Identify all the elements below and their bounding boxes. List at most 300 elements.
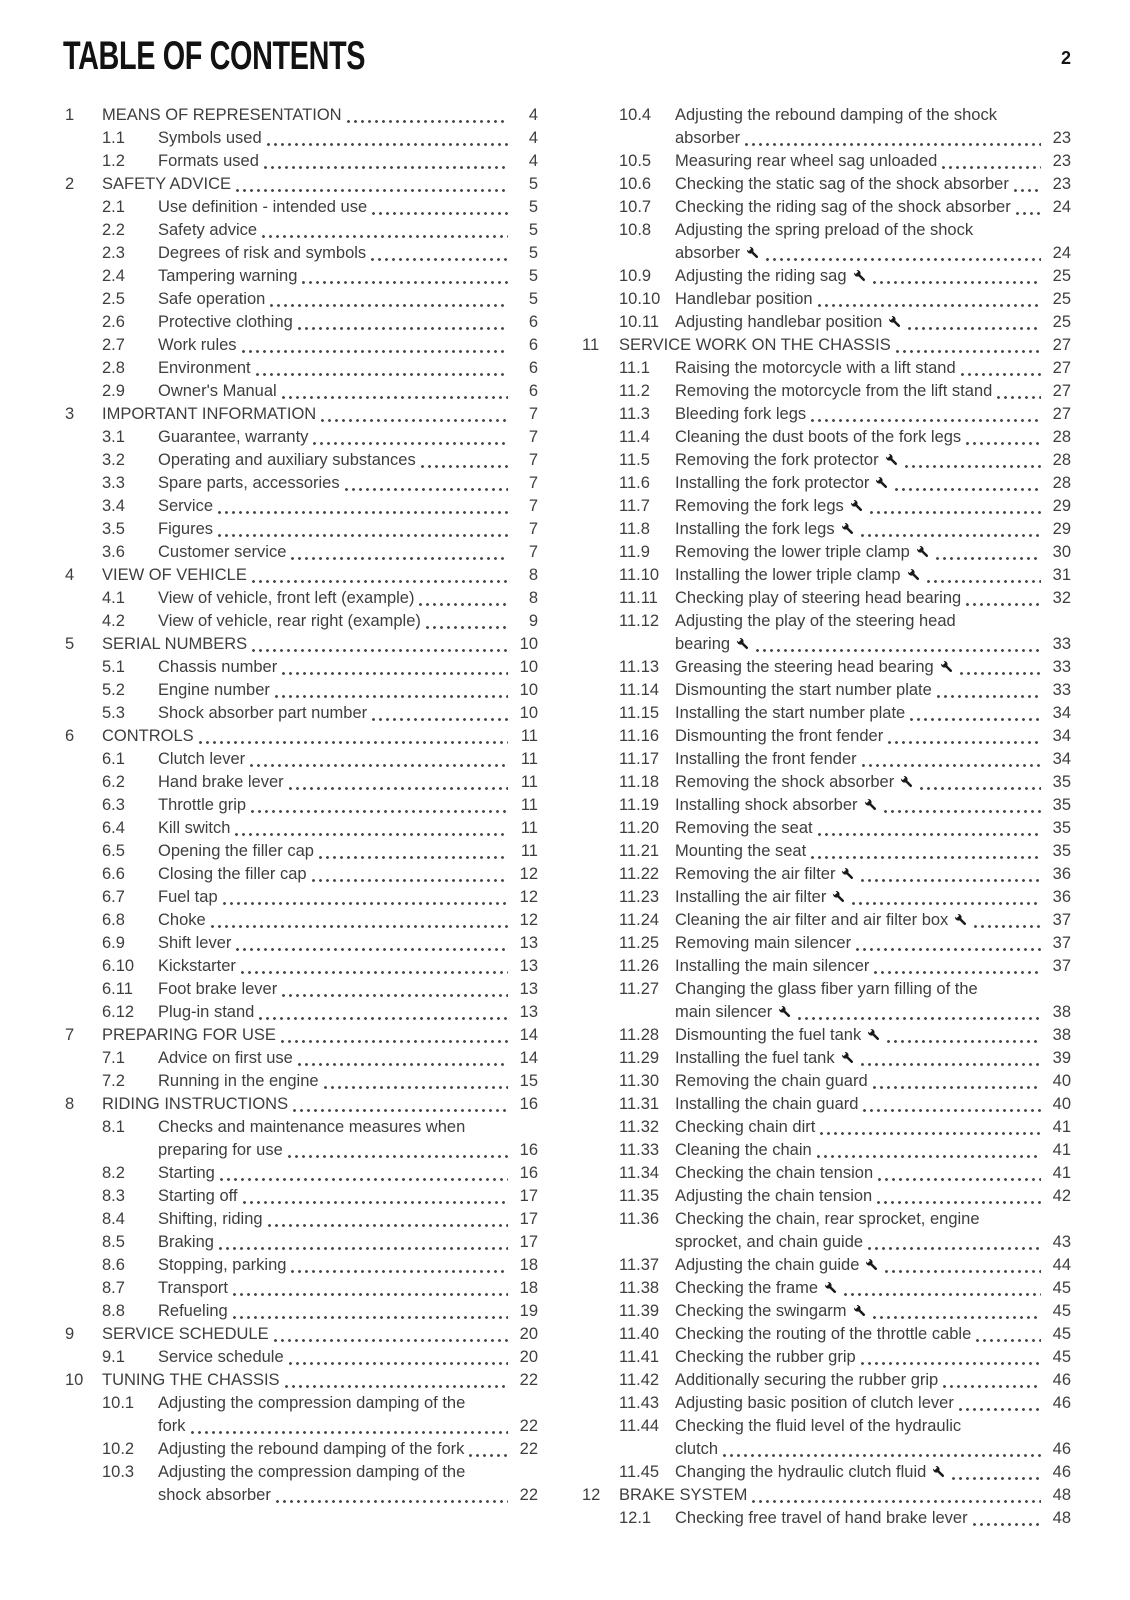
toc-entry bbox=[65, 127, 538, 150]
toc-entry-body bbox=[675, 150, 1071, 173]
toc-entry-number: 11.11 bbox=[619, 589, 658, 607]
dotted-leader bbox=[282, 994, 508, 997]
toc-entry-title: SAFETY ADVICE bbox=[102, 175, 231, 193]
wrench-icon bbox=[887, 314, 902, 329]
toc-entry-line bbox=[158, 426, 538, 449]
toc-entry-line bbox=[158, 794, 538, 817]
toc-entry-title: Kill switch bbox=[158, 819, 231, 837]
toc-entry-body bbox=[675, 794, 1071, 817]
toc-entry bbox=[582, 1070, 1071, 1093]
toc-entry-page-ref: 7 bbox=[528, 428, 538, 446]
wrench-icon bbox=[931, 1464, 946, 1479]
toc-entry-title: Checking the fluid level of the hydraulic bbox=[675, 1417, 962, 1435]
toc-entry bbox=[582, 403, 1071, 426]
toc-entry-body bbox=[675, 1070, 1071, 1093]
toc-entry-page-ref: 46 bbox=[1052, 1440, 1071, 1458]
toc-entry-title: Customer service bbox=[158, 543, 287, 561]
toc-entry-number: 1.2 bbox=[102, 152, 125, 170]
toc-entry-body bbox=[675, 403, 1071, 426]
toc-entry-title: Checking the rubber grip bbox=[675, 1348, 856, 1366]
toc-entry-title: Owner's Manual bbox=[158, 382, 277, 400]
toc-entry-body bbox=[102, 1323, 538, 1346]
toc-entry-title: Symbols used bbox=[158, 129, 262, 147]
dotted-leader bbox=[288, 1155, 508, 1158]
toc-entry-title: Adjusting the riding sag bbox=[675, 265, 868, 288]
toc-entry-title: Installing the main silencer bbox=[675, 957, 870, 975]
dotted-leader bbox=[997, 396, 1041, 399]
toc-entry-title: Checking free travel of hand brake lever bbox=[675, 1509, 968, 1527]
toc-entry bbox=[65, 1369, 538, 1392]
toc-entry-body bbox=[675, 1093, 1071, 1116]
toc-entry bbox=[582, 219, 1071, 265]
toc-entry-body bbox=[675, 1300, 1071, 1323]
toc-entry-line bbox=[675, 1346, 1071, 1369]
dotted-leader bbox=[862, 764, 1041, 767]
dotted-leader bbox=[251, 810, 508, 813]
toc-entry-line bbox=[158, 1070, 538, 1093]
toc-entry bbox=[65, 1185, 538, 1208]
toc-entry bbox=[65, 449, 538, 472]
toc-entry-number: 11.23 bbox=[619, 888, 660, 906]
toc-entry bbox=[582, 495, 1071, 518]
toc-entry-body bbox=[675, 1507, 1071, 1530]
toc-entry-number: 6.4 bbox=[102, 819, 125, 837]
toc-entry-page-ref: 17 bbox=[519, 1233, 538, 1251]
toc-entry bbox=[65, 403, 538, 426]
toc-entry bbox=[65, 909, 538, 932]
toc-entry-line bbox=[158, 679, 538, 702]
toc-entry bbox=[65, 1277, 538, 1300]
dotted-leader bbox=[282, 672, 508, 675]
toc-entry-line bbox=[158, 1277, 538, 1300]
toc-entry-line bbox=[158, 1139, 538, 1162]
toc-entry-page-ref: 8 bbox=[528, 566, 538, 584]
toc-entry-page-ref: 11 bbox=[520, 796, 538, 814]
toc-entry-line bbox=[158, 357, 538, 380]
toc-entry-page-ref: 35 bbox=[1052, 819, 1071, 837]
toc-entry-line bbox=[675, 1185, 1071, 1208]
toc-entry-body bbox=[675, 587, 1071, 610]
toc-entry-body bbox=[675, 1139, 1071, 1162]
toc-entry-line bbox=[158, 1438, 538, 1461]
toc-entry-page-ref: 4 bbox=[528, 152, 538, 170]
toc-entry-line bbox=[675, 1139, 1071, 1162]
toc-entry-number: 7.2 bbox=[102, 1072, 125, 1090]
toc-entry-number: 11.33 bbox=[619, 1141, 660, 1159]
toc-entry-line bbox=[158, 909, 538, 932]
toc-entry-number: 11.36 bbox=[619, 1210, 660, 1228]
toc-entry-body bbox=[158, 1392, 538, 1438]
dotted-leader bbox=[943, 1385, 1041, 1388]
toc-entry-line bbox=[158, 1415, 538, 1438]
toc-entry-page-ref: 38 bbox=[1052, 1003, 1071, 1021]
dotted-leader bbox=[262, 235, 508, 238]
toc-entry-number: 5.1 bbox=[102, 658, 125, 676]
wrench-icon bbox=[777, 1004, 792, 1019]
dotted-leader bbox=[936, 557, 1041, 560]
toc-entry-line bbox=[158, 380, 538, 403]
toc-entry-line bbox=[675, 656, 1071, 679]
toc-entry-body bbox=[675, 357, 1071, 380]
toc-entry-body bbox=[158, 357, 538, 380]
dotted-leader bbox=[285, 1385, 508, 1388]
toc-entry-line bbox=[675, 1070, 1071, 1093]
toc-entry bbox=[65, 656, 538, 679]
toc-entry-title: Installing the lower triple clamp bbox=[675, 564, 922, 587]
toc-entry-title: Cleaning the chain bbox=[675, 1141, 812, 1159]
toc-entry-number: 8.7 bbox=[102, 1279, 125, 1297]
toc-entry-page-ref: 40 bbox=[1052, 1072, 1071, 1090]
toc-entry-page-ref: 24 bbox=[1052, 198, 1071, 216]
toc-entry-body bbox=[158, 1438, 538, 1461]
toc-entry bbox=[65, 173, 538, 196]
toc-entry-line bbox=[158, 840, 538, 863]
toc-entry bbox=[582, 518, 1071, 541]
wrench-icon bbox=[939, 659, 954, 674]
toc-entry-body bbox=[675, 495, 1071, 518]
toc-entry-line bbox=[675, 955, 1071, 978]
toc-entry-page-ref: 42 bbox=[1052, 1187, 1071, 1205]
toc-entry-title: Shock absorber part number bbox=[158, 704, 368, 722]
toc-entry-page-ref: 10 bbox=[519, 681, 538, 699]
toc-entry-page-ref: 34 bbox=[1052, 727, 1071, 745]
toc-entry-title: Adjusting the rebound damping of the shock bbox=[675, 106, 997, 124]
toc-entry-title: Spare parts, accessories bbox=[158, 474, 340, 492]
toc-entry-body bbox=[158, 1047, 538, 1070]
toc-entry-line bbox=[675, 1392, 1071, 1415]
toc-entry bbox=[65, 748, 538, 771]
toc-entry-title: Checking the routing of the throttle cable bbox=[675, 1325, 972, 1343]
toc-entry-page-ref: 10 bbox=[519, 704, 538, 722]
wrench-icon bbox=[953, 912, 968, 927]
dotted-leader bbox=[868, 1247, 1041, 1250]
toc-entry-line bbox=[158, 1162, 538, 1185]
toc-entry bbox=[65, 725, 538, 748]
toc-entry bbox=[582, 196, 1071, 219]
toc-entry-page-ref: 28 bbox=[1052, 428, 1071, 446]
toc-entry-title: IMPORTANT INFORMATION bbox=[102, 405, 317, 423]
toc-entry-title: Service bbox=[158, 497, 214, 515]
dotted-leader bbox=[756, 649, 1041, 652]
toc-entry-body bbox=[158, 748, 538, 771]
dotted-leader bbox=[419, 603, 508, 606]
toc-entry-body bbox=[675, 909, 1071, 932]
toc-entry-line bbox=[158, 1208, 538, 1231]
dotted-leader bbox=[312, 879, 508, 882]
toc-entry-body bbox=[158, 1070, 538, 1093]
toc-entry-body bbox=[619, 334, 1071, 357]
toc-entry-number: 2.5 bbox=[102, 290, 125, 308]
toc-entry-body bbox=[675, 817, 1071, 840]
dotted-leader bbox=[852, 902, 1041, 905]
toc-entry-number: 6.7 bbox=[102, 888, 125, 906]
toc-entry-title: Degrees of risk and symbols bbox=[158, 244, 367, 262]
toc-entry-line bbox=[675, 403, 1071, 426]
toc-entry-body bbox=[675, 518, 1071, 541]
toc-entry-title: SERVICE SCHEDULE bbox=[102, 1325, 269, 1343]
dotted-leader bbox=[319, 856, 508, 859]
toc-entry bbox=[65, 1346, 538, 1369]
toc-entry bbox=[582, 380, 1071, 403]
toc-entry-page-ref: 22 bbox=[519, 1486, 538, 1504]
toc-entry-page-ref: 25 bbox=[1052, 313, 1071, 331]
toc-entry-number: 11.5 bbox=[619, 451, 650, 469]
dotted-leader bbox=[884, 810, 1041, 813]
toc-entry-number: 11.4 bbox=[619, 428, 650, 446]
toc-entry-line bbox=[675, 863, 1071, 886]
toc-entry bbox=[65, 564, 538, 587]
toc-entry bbox=[65, 219, 538, 242]
dotted-leader bbox=[952, 1477, 1041, 1480]
dotted-leader bbox=[421, 465, 508, 468]
toc-entry-body bbox=[675, 1415, 1071, 1461]
toc-entry bbox=[65, 495, 538, 518]
toc-entry bbox=[65, 1254, 538, 1277]
toc-entry-page-ref: 23 bbox=[1052, 152, 1071, 170]
toc-entry-page-ref: 19 bbox=[519, 1302, 538, 1320]
dotted-leader bbox=[274, 1339, 508, 1342]
dotted-leader bbox=[372, 212, 508, 215]
wrench-icon bbox=[863, 797, 878, 812]
toc-entry-body bbox=[102, 725, 538, 748]
toc-entry bbox=[65, 334, 538, 357]
toc-entry-title: Cleaning the dust boots of the fork legs bbox=[675, 428, 962, 446]
toc-entry bbox=[582, 840, 1071, 863]
dotted-leader bbox=[236, 948, 508, 951]
toc-entry-line bbox=[102, 564, 538, 587]
toc-entry bbox=[582, 1116, 1071, 1139]
toc-entry-page-ref: 14 bbox=[519, 1049, 538, 1067]
toc-entry-body bbox=[675, 104, 1071, 150]
toc-entry-line bbox=[158, 771, 538, 794]
toc-entry-title: Formats used bbox=[158, 152, 259, 170]
toc-entry-number: 11.19 bbox=[619, 796, 660, 814]
toc-entry-line bbox=[675, 127, 1071, 150]
toc-entry bbox=[582, 679, 1071, 702]
toc-entry bbox=[582, 541, 1071, 564]
dotted-leader bbox=[942, 166, 1041, 169]
dotted-leader bbox=[256, 373, 508, 376]
toc-entry bbox=[582, 449, 1071, 472]
toc-entry bbox=[582, 702, 1071, 725]
toc-entry-line bbox=[158, 886, 538, 909]
toc-entry-body bbox=[675, 771, 1071, 794]
toc-entry-line bbox=[675, 909, 1071, 932]
toc-entry-page-ref: 25 bbox=[1052, 267, 1071, 285]
toc-entry-title: Cleaning the air filter and air filter box bbox=[675, 909, 969, 932]
wrench-icon bbox=[831, 889, 846, 904]
toc-entry-body bbox=[675, 1369, 1071, 1392]
toc-entry-body bbox=[158, 1001, 538, 1024]
toc-entry-number: 10.2 bbox=[102, 1440, 135, 1458]
toc-entry-line bbox=[102, 403, 538, 426]
toc-entry-number: 2.6 bbox=[102, 313, 125, 331]
toc-entry-title: Additionally securing the rubber grip bbox=[675, 1371, 939, 1389]
toc-entry-line bbox=[675, 794, 1071, 817]
toc-entry bbox=[582, 334, 1071, 357]
toc-entry-number: 11.41 bbox=[619, 1348, 660, 1366]
toc-entry-page-ref: 11 bbox=[520, 842, 538, 860]
toc-entry-line bbox=[158, 127, 538, 150]
toc-entry-body bbox=[675, 1323, 1071, 1346]
dotted-leader bbox=[920, 787, 1041, 790]
toc-entry-title: Protective clothing bbox=[158, 313, 293, 331]
toc-entry-number: 3.4 bbox=[102, 497, 125, 515]
toc-entry-number: 11.42 bbox=[619, 1371, 660, 1389]
toc-entry bbox=[582, 1392, 1071, 1415]
toc-entry-body bbox=[675, 748, 1071, 771]
toc-entry-title: Fuel tap bbox=[158, 888, 218, 906]
dotted-leader bbox=[960, 672, 1041, 675]
toc-entry-line bbox=[675, 426, 1071, 449]
toc-entry-page-ref: 27 bbox=[1052, 359, 1071, 377]
toc-entry-line bbox=[675, 1047, 1071, 1070]
toc-entry-line bbox=[675, 288, 1071, 311]
toc-entry-number: 1 bbox=[65, 106, 75, 124]
toc-entry-page-ref: 5 bbox=[528, 175, 538, 193]
toc-entry-number: 11.44 bbox=[619, 1417, 660, 1435]
toc-entry-page-ref: 4 bbox=[528, 106, 538, 124]
toc-entry-line bbox=[675, 1001, 1071, 1024]
toc-entry-page-ref: 32 bbox=[1052, 589, 1071, 607]
toc-entry-number: 11.38 bbox=[619, 1279, 660, 1297]
dotted-leader bbox=[927, 580, 1041, 583]
toc-entry-line bbox=[619, 1484, 1071, 1507]
toc-entry bbox=[582, 311, 1071, 334]
toc-entry-line bbox=[675, 1323, 1071, 1346]
wrench-icon bbox=[852, 268, 867, 283]
toc-entry-page-ref: 18 bbox=[519, 1256, 538, 1274]
dotted-leader bbox=[291, 557, 508, 560]
toc-entry-number: 11.35 bbox=[619, 1187, 660, 1205]
toc-entry-line bbox=[102, 1323, 538, 1346]
toc-entry-page-ref: 13 bbox=[519, 1003, 538, 1021]
toc-entry-title: Removing the shock absorber bbox=[675, 771, 915, 794]
toc-entry-body bbox=[158, 978, 538, 1001]
toc-entry bbox=[582, 1047, 1071, 1070]
toc-entry-number: 11.31 bbox=[619, 1095, 660, 1113]
toc-entry-body bbox=[675, 656, 1071, 679]
toc-entry-title-continued: bearing bbox=[675, 633, 751, 656]
toc-entry-body bbox=[102, 1369, 538, 1392]
dotted-leader bbox=[241, 971, 508, 974]
toc-entry-page-ref: 29 bbox=[1052, 497, 1071, 515]
toc-entry-title: SERVICE WORK ON THE CHASSIS bbox=[619, 336, 891, 354]
toc-entry-number: 11.25 bbox=[619, 934, 660, 952]
wrench-icon bbox=[840, 866, 855, 881]
wrench-icon bbox=[915, 544, 930, 559]
toc-entry-line bbox=[675, 357, 1071, 380]
toc-entry-page-ref: 45 bbox=[1052, 1325, 1071, 1343]
dotted-leader bbox=[235, 833, 508, 836]
toc-entry bbox=[582, 978, 1071, 1024]
dotted-leader bbox=[895, 488, 1041, 491]
toc-entry-page-ref: 10 bbox=[519, 635, 538, 653]
toc-entry-title: Checking play of steering head bearing bbox=[675, 589, 962, 607]
toc-entry-line bbox=[102, 104, 538, 127]
toc-entry-body bbox=[675, 196, 1071, 219]
toc-entry-line bbox=[158, 1001, 538, 1024]
dotted-leader bbox=[298, 327, 508, 330]
dotted-leader bbox=[873, 1316, 1042, 1319]
toc-entry bbox=[65, 104, 538, 127]
dotted-leader bbox=[974, 925, 1041, 928]
toc-entry-body bbox=[158, 449, 538, 472]
toc-entry-line bbox=[675, 725, 1071, 748]
dotted-leader bbox=[191, 1431, 508, 1434]
dotted-leader bbox=[371, 258, 508, 261]
toc-entry bbox=[582, 1507, 1071, 1530]
toc-entry-page-ref: 13 bbox=[519, 957, 538, 975]
toc-entry-page-ref: 27 bbox=[1052, 336, 1071, 354]
toc-entry-title: CONTROLS bbox=[102, 727, 194, 745]
toc-entry-page-ref: 13 bbox=[519, 934, 538, 952]
toc-entry-number: 11.34 bbox=[619, 1164, 660, 1182]
toc-entry-number: 6.6 bbox=[102, 865, 125, 883]
toc-entry-number: 10.8 bbox=[619, 221, 652, 239]
toc-entry bbox=[65, 840, 538, 863]
toc-entry-line bbox=[158, 1047, 538, 1070]
toc-entry-title: Removing the chain guard bbox=[675, 1072, 868, 1090]
toc-entry bbox=[582, 748, 1071, 771]
toc-entry-title: Removing main silencer bbox=[675, 934, 852, 952]
toc-entry-page-ref: 4 bbox=[528, 129, 538, 147]
toc-entry-page-ref: 30 bbox=[1052, 543, 1071, 561]
dotted-leader bbox=[863, 1109, 1041, 1112]
toc-entry-title: Installing the fork protector bbox=[675, 472, 890, 495]
toc-entry-line bbox=[158, 1346, 538, 1369]
toc-entry-title-continued: preparing for use bbox=[158, 1141, 283, 1159]
toc-entry-body bbox=[102, 564, 538, 587]
toc-entry bbox=[582, 1461, 1071, 1484]
dotted-leader bbox=[270, 304, 508, 307]
dotted-leader bbox=[293, 1109, 508, 1112]
toc-entry bbox=[65, 242, 538, 265]
toc-entry-number: 11.16 bbox=[619, 727, 660, 745]
toc-entry-line bbox=[675, 1024, 1071, 1047]
dotted-leader bbox=[873, 1086, 1041, 1089]
toc-entry-number: 1.1 bbox=[102, 129, 125, 147]
toc-entry-number: 11.27 bbox=[619, 980, 660, 998]
toc-entry-line bbox=[675, 196, 1071, 219]
toc-entry-title: Shifting, riding bbox=[158, 1210, 263, 1228]
toc-entry-line bbox=[158, 311, 538, 334]
toc-entry-line bbox=[675, 1116, 1071, 1139]
toc-entry-number: 6.3 bbox=[102, 796, 125, 814]
toc-entry-number: 3 bbox=[65, 405, 75, 423]
toc-entry bbox=[582, 1300, 1071, 1323]
toc-entry-page-ref: 5 bbox=[528, 221, 538, 239]
dotted-leader bbox=[223, 902, 508, 905]
toc-entry bbox=[65, 1323, 538, 1346]
toc-entry-line bbox=[675, 886, 1071, 909]
toc-entry-title: Refueling bbox=[158, 1302, 228, 1320]
toc-entry-title: MEANS OF REPRESENTATION bbox=[102, 106, 342, 124]
toc-entry bbox=[65, 311, 538, 334]
toc-entry bbox=[582, 1369, 1071, 1392]
toc-entry-number: 10.11 bbox=[619, 313, 660, 331]
toc-entry-title-continued: sprocket, and chain guide bbox=[675, 1233, 864, 1251]
toc-entry-body bbox=[675, 1346, 1071, 1369]
toc-entry-page-ref: 33 bbox=[1052, 681, 1071, 699]
toc-entry-title: Removing the fork legs bbox=[675, 495, 865, 518]
dotted-leader bbox=[259, 1017, 508, 1020]
dotted-leader bbox=[818, 833, 1041, 836]
toc-entry-body bbox=[675, 1392, 1071, 1415]
toc-entry-page-ref: 31 bbox=[1052, 566, 1071, 584]
toc-entry-body bbox=[158, 863, 538, 886]
toc-entry bbox=[582, 104, 1071, 150]
